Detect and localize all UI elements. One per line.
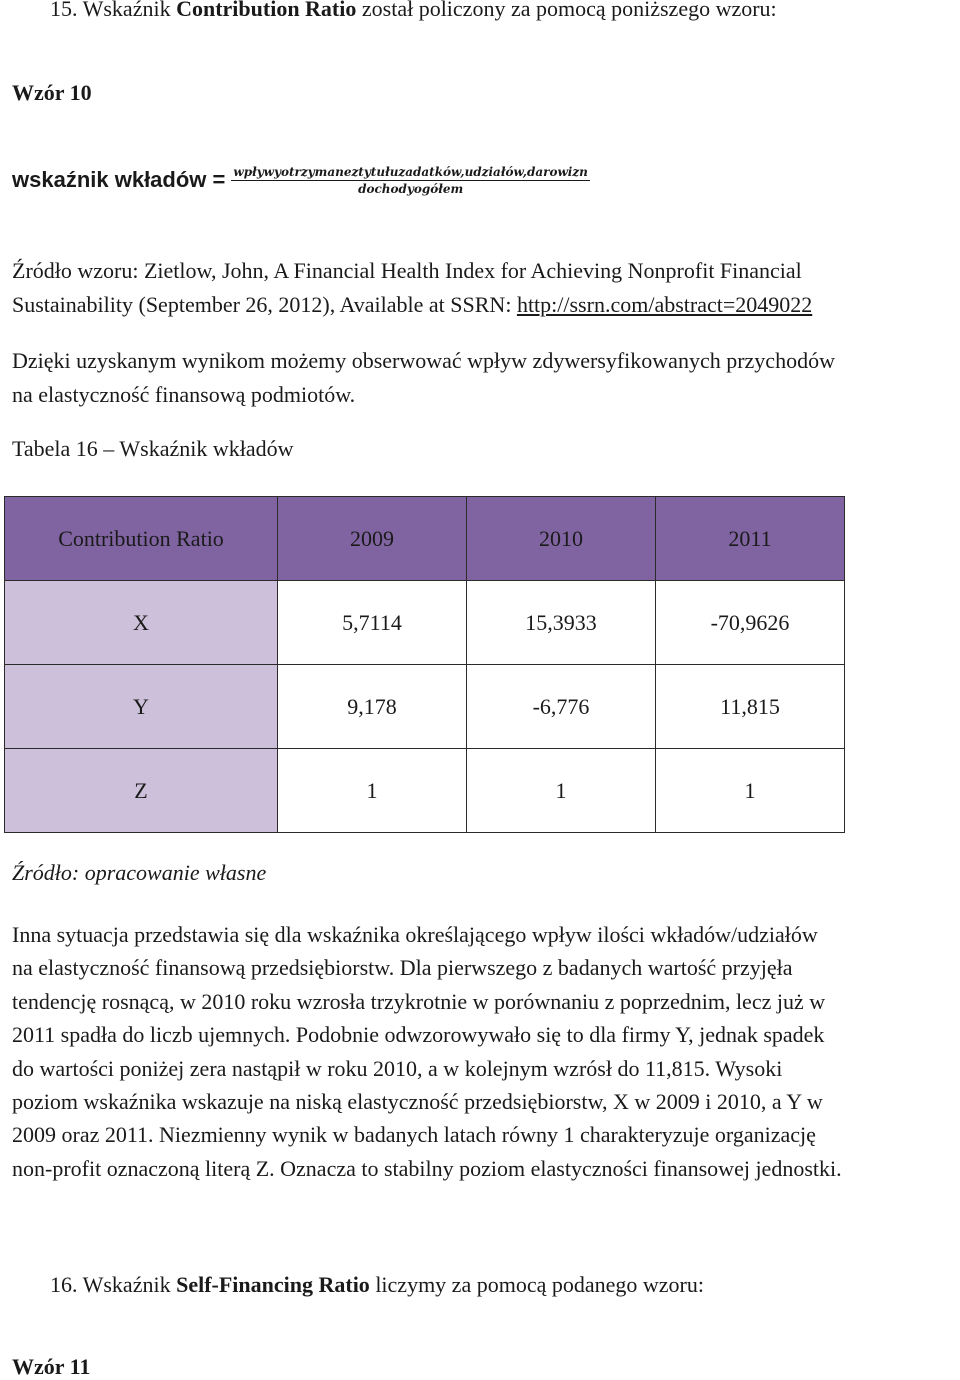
analysis-line: Inna sytuacja przedstawia się dla wskaźnika określającego wpływ ilości wkładów/udziałów <box>12 922 818 947</box>
table-row <box>5 665 845 749</box>
formula-10-numerator: wpływyotrzymaneztytułuzadatków,udziałów,darowizn <box>233 164 588 179</box>
contribution-ratio-table <box>4 496 845 833</box>
table-cell: 1 <box>656 749 845 833</box>
table-cell: 1 <box>467 749 656 833</box>
row-label-y: Y <box>5 665 278 749</box>
section-15-heading <box>50 0 777 26</box>
formula-10-denominator: dochodyogółem <box>358 181 464 196</box>
table-cell: -70,9626 <box>656 581 845 665</box>
analysis-line: 2009 oraz 2011. Niezmienny wynik w badanych latach równy 1 charakteryzuje organizację <box>12 1122 816 1148</box>
row-label-x: X <box>5 581 278 665</box>
formula-source-line-1: Źródło wzoru: Zietlow, John, A Financial Health Index for Achieving Nonprofit Financial <box>12 258 802 283</box>
section-15-suffix: został policzony za pomocą poniższego wzoru: <box>356 0 777 21</box>
analysis-paragraph <box>12 918 960 1185</box>
intro-paragraph <box>12 344 960 412</box>
formula-source <box>12 254 952 322</box>
table-row <box>5 749 845 833</box>
formula-10 <box>12 160 590 200</box>
formula-10-label: Wzór 10 <box>12 80 92 105</box>
table-header-row <box>5 497 845 581</box>
intro-line-2: na elastyczność finansową podmiotów. <box>12 382 356 407</box>
table-cell: -6,776 <box>467 665 656 749</box>
section-15-prefix: 15. Wskaźnik <box>50 0 177 21</box>
section-16-prefix: 16. Wskaźnik <box>50 1272 177 1297</box>
analysis-line: tendencję rosnącą, w 2010 roku wzrosła trzykrotnie w porównaniu z poprzednim, lecz już w <box>12 988 826 1014</box>
analysis-line: non-profit oznaczoną literą Z. Oznacza to stabilny poziom elastyczności finansowej jednostki. <box>12 1155 842 1181</box>
analysis-line: do wartości poniżej zera nastąpił w roku 2010, a w kolejnym wzrósł do 11,815. Wysoki <box>12 1055 783 1081</box>
table-cell: 11,815 <box>656 665 845 749</box>
analysis-line: na elastyczność finansową przedsiębiorstw. Dla pierwszego z badanych wartość przyjęła <box>12 955 793 981</box>
section-16-suffix: liczymy za pomocą podanego wzoru: <box>369 1272 704 1297</box>
table-cell: 1 <box>278 749 467 833</box>
table-row <box>5 581 845 665</box>
header-cell-2010: 2010 <box>467 497 656 581</box>
row-label-z: Z <box>5 749 278 833</box>
table-source: Źródło: opracowanie własne <box>12 860 267 885</box>
header-cell-2011: 2011 <box>656 497 845 581</box>
table-cell: 15,3933 <box>467 581 656 665</box>
header-cell-label: Contribution Ratio <box>5 497 278 581</box>
table-cell: 9,178 <box>278 665 467 749</box>
analysis-line: poziom wskaźnika wskazuje na niską elastyczność przedsiębiorstw, X w 2009 i 2010, a Y w <box>12 1089 823 1115</box>
intro-line-1: Dzięki uzyskanym wynikom możemy obserwować wpływ zdywersyfikowanych przychodów <box>12 348 835 373</box>
formula-10-lhs: wskaźnik wkładów = <box>12 167 226 192</box>
section-15-term: Contribution Ratio <box>176 0 357 21</box>
table-cell: 5,7114 <box>278 581 467 665</box>
formula-source-line-2 <box>12 288 952 322</box>
formula-source-text: Sustainability (September 26, 2012), Available at SSRN: <box>12 292 517 317</box>
analysis-line: 2011 spadła do liczb ujemnych. Podobnie odwzorowywało się to dla firmy Y, jednak spadek <box>12 1022 825 1048</box>
table-caption: Tabela 16 – Wskaźnik wkładów <box>12 436 294 461</box>
section-16-heading <box>50 1268 704 1302</box>
ssrn-link[interactable]: http://ssrn.com/abstract=2049022 <box>516 292 813 317</box>
section-16-term: Self-Financing Ratio <box>176 1272 370 1297</box>
header-cell-2009: 2009 <box>278 497 467 581</box>
formula-11-label: Wzór 11 <box>12 1354 91 1379</box>
formula-10-fraction <box>231 165 590 196</box>
